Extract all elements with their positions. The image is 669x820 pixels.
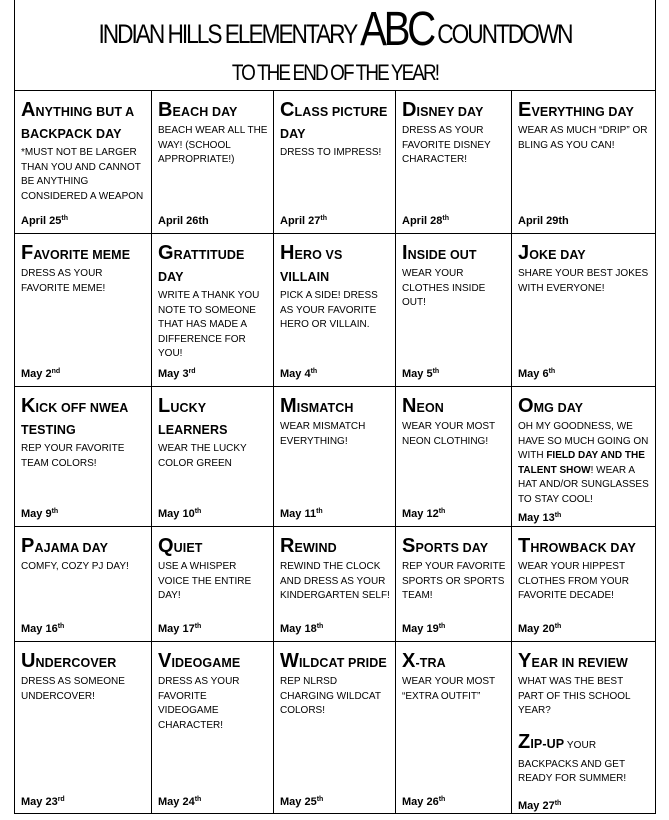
day-title: OMG DAY [518,395,584,417]
day-date: May 9th [21,508,59,520]
day-title: JOKE DAY [518,242,586,264]
day-cell-q [152,527,274,642]
day-title: CLASS PICTURE DAY [280,99,388,141]
day-cell-s [396,527,512,642]
day-date: April 25th [21,215,68,227]
header [15,0,655,91]
day-description: COMFY, COZY PJ DAY! [21,561,129,572]
day-title: REWIND [280,535,337,557]
title-line-2: TO THE END OF THE YEAR! [231,60,439,85]
day-description: OH MY GOODNESS, WE HAVE SO MUCH GOING ON WITH FIELD DAY AND THE TALENT SHOW! WEAR A HAT AND/OR SUNGLASSES TO STAY COOL! [518,421,649,505]
day-date: May 4th [280,368,318,380]
day-title: KICK OFF NWEA TESTING [21,395,128,437]
day-title: MISMATCH [280,395,354,417]
day-date: April 28th [402,215,449,227]
day-description: WEAR AS MUCH “DRIP” OR BLING AS YOU CAN! [518,125,648,151]
day-date: May 12th [402,508,446,520]
title-abc: ABC [360,3,433,56]
day-cell-f [15,234,152,387]
day-title: LUCKY LEARNERS [158,395,228,437]
day-title: WILDCAT PRIDE [280,650,387,672]
day-cell-w [274,642,396,814]
day-cell-u [15,642,152,814]
day-description: WEAR THE LUCKY COLOR GREEN [158,443,247,469]
day-description: WRITE A THANK YOU NOTE TO SOMEONE THAT HAS MADE A DIFFERENCE FOR YOU! [158,290,260,360]
day-date: May 16th [21,623,65,635]
day-description: WHAT WAS THE BEST PART OF THIS SCHOOL YEAR? [518,676,631,717]
day-date: May 26th [402,796,446,808]
day-description: USE A WHISPER VOICE THE ENTIRE DAY! [158,561,252,602]
day-grid [15,91,655,814]
day-title: EVERYTHING DAY [518,99,634,121]
day-date: May 5th [402,368,440,380]
day-cell-t [512,527,655,642]
day-date: April 26th [158,215,209,227]
day-title-z: ZIP-UP YOUR [518,730,597,753]
title-line-1 [66,4,604,60]
day-cell-g [152,234,274,387]
title-countdown: COUNTDOWN [432,19,572,49]
day-date: May 23rd [21,796,65,808]
day-description: *MUST NOT BE LARGER THAN YOU AND CANNOT BE ANYTHING CONSIDERED A WEAPON [21,147,144,202]
day-cell-p [15,527,152,642]
day-date: May 3rd [158,368,196,380]
day-cell-i [396,234,512,387]
day-description: WEAR MISMATCH EVERYTHING! [280,421,366,447]
day-cell-r [274,527,396,642]
day-title: INSIDE OUT [402,242,477,264]
day-description-z: BACKPACKS AND GET READY FOR SUMMER! [518,758,627,785]
day-title: VIDEOGAME [158,650,241,672]
day-date: May 19th [402,623,446,635]
day-title: SPORTS DAY [402,535,489,557]
day-title: PAJAMA DAY [21,535,109,557]
day-title: BEACH DAY [158,99,238,121]
day-title: FAVORITE MEME [21,242,131,264]
day-cell-k [15,387,152,527]
title-school: INDIAN HILLS ELEMENTARY [98,19,361,49]
day-description: DRESS TO IMPRESS! [280,147,382,158]
day-description: WEAR YOUR CLOTHES INSIDE OUT! [402,268,486,309]
day-title: ANYTHING BUT A BACKPACK DAY [21,99,134,141]
day-cell-v [152,642,274,814]
day-title: DISNEY DAY [402,99,484,121]
countdown-sheet [14,0,656,814]
day-date: May 10th [158,508,202,520]
day-cell-x [396,642,512,814]
day-description: DRESS AS YOUR FAVORITE MEME! [21,268,106,294]
day-description: REP YOUR FAVORITE SPORTS OR SPORTS TEAM! [402,561,506,602]
day-cell-h [274,234,396,387]
day-description: REWIND THE CLOCK AND DRESS AS YOUR KINDERGARTEN SELF! [280,561,390,602]
day-title: YEAR IN REVIEW [518,650,628,672]
day-description: WEAR YOUR MOST “EXTRA OUTFIT” [402,676,495,702]
day-description: WEAR YOUR MOST NEON CLOTHING! [402,421,495,447]
day-cell-j [512,234,655,387]
day-description: DRESS AS YOUR FAVORITE VIDEOGAME CHARACTER! [158,676,240,731]
day-title: UNDERCOVER [21,650,117,672]
day-description: DRESS AS SOMEONE UNDERCOVER! [21,676,125,702]
day-date: April 27th [280,215,327,227]
day-title: HERO VS VILLAIN [280,242,343,284]
day-date: May 25th [280,796,324,808]
day-cell-d [396,91,512,234]
day-date: May 18th [280,623,324,635]
day-date: May 17th [158,623,202,635]
day-title: THROWBACK DAY [518,535,636,557]
day-cell-e [512,91,655,234]
day-description: WEAR YOUR HIPPEST CLOTHES FROM YOUR FAVORITE DECADE! [518,561,629,602]
day-date: May 13th [518,512,562,524]
day-title: QUIET [158,535,203,557]
day-cell-m [274,387,396,527]
day-cell-c [274,91,396,234]
day-cell-y-z [512,642,655,814]
day-description: REP YOUR FAVORITE TEAM COLORS! [21,443,125,469]
day-cell-b [152,91,274,234]
day-date: May 11th [280,508,323,520]
day-date: May 2nd [21,368,61,380]
day-date: May 24th [158,796,202,808]
day-title: GRATTITUDE DAY [158,242,245,284]
day-description: REP NLRSD CHARGING WILDCAT COLORS! [280,676,381,717]
day-title: X-TRA [402,650,446,672]
day-description: SHARE YOUR BEST JOKES WITH EVERYONE! [518,268,649,294]
day-description: BEACH WEAR ALL THE WAY! (SCHOOL APPROPRIATE!) [158,125,268,166]
day-cell-a [15,91,152,234]
day-cell-l [152,387,274,527]
day-date: May 6th [518,368,556,380]
day-date: May 20th [518,623,562,635]
day-description: PICK A SIDE! DRESS AS YOUR FAVORITE HERO OR VILLAIN. [280,290,378,331]
day-date: May 27th [518,800,562,812]
day-cell-o [512,387,655,527]
day-description: DRESS AS YOUR FAVORITE DISNEY CHARACTER! [402,125,491,166]
day-cell-n [396,387,512,527]
day-date: April 29th [518,215,569,227]
day-title: NEON [402,395,444,417]
